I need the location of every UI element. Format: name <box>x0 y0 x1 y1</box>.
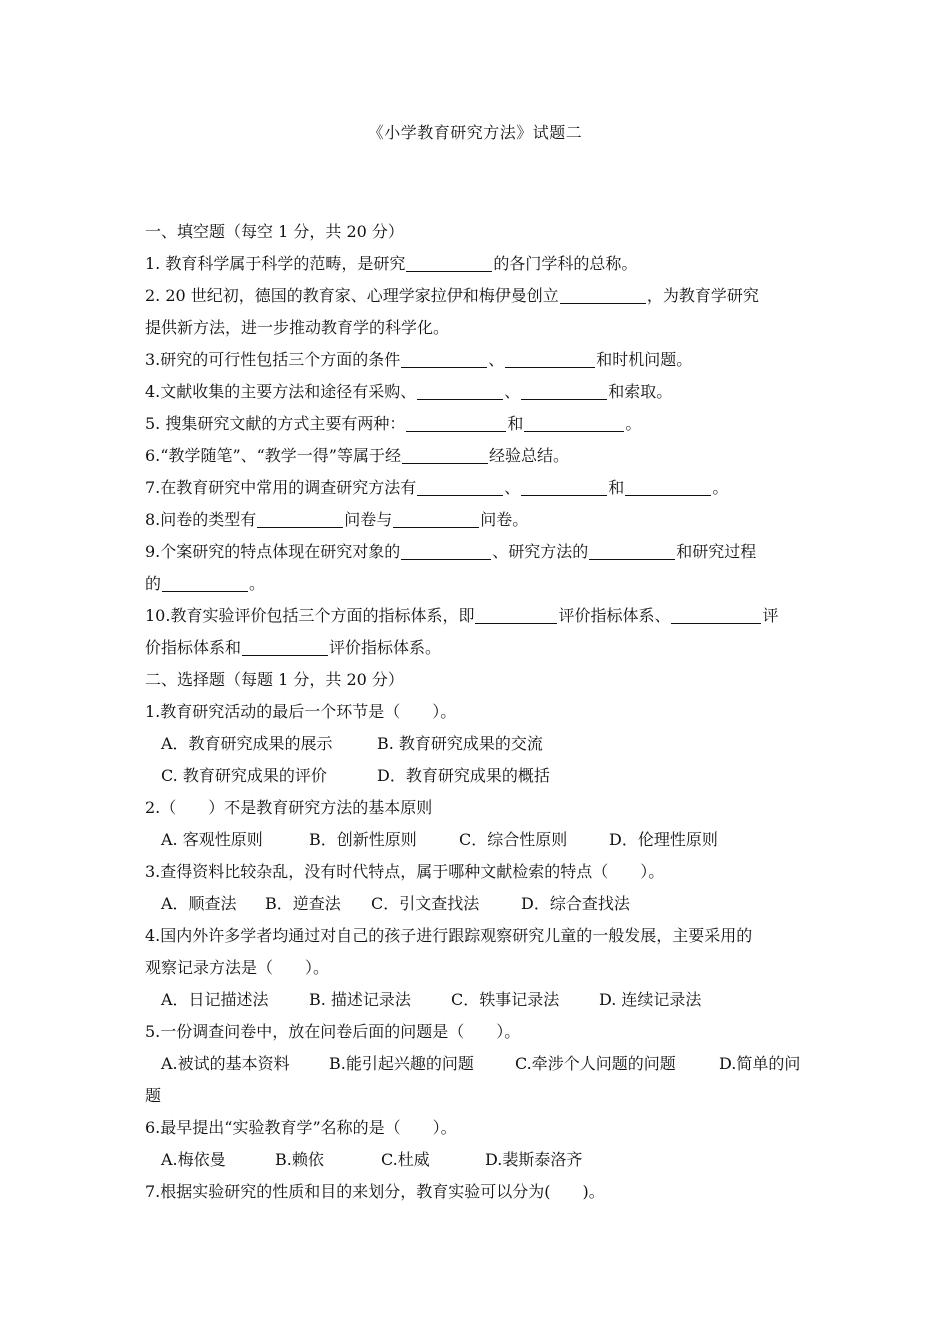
answer-blank[interactable] <box>560 285 646 304</box>
exam-content <box>145 216 810 1208</box>
option-a[interactable]: A.梅依曼 <box>161 1150 226 1169</box>
document-title: 《小学教育研究方法》试题二 <box>367 123 583 142</box>
answer-blank[interactable] <box>475 605 557 624</box>
answer-blank[interactable] <box>162 573 248 592</box>
option-b[interactable]: B. 描述记录法 <box>309 990 411 1009</box>
fill-question-4: 4.文献收集的主要方法和途径有采购、 、 和索取。 <box>145 382 673 401</box>
option-a[interactable]: A．日记描述法 <box>161 990 269 1009</box>
option-b[interactable]: B．逆查法 <box>265 894 341 913</box>
option-c[interactable]: C．综合性原则 <box>459 830 568 849</box>
answer-blank[interactable] <box>401 541 491 560</box>
option-a[interactable]: A．顺查法 <box>161 894 237 913</box>
option-d[interactable]: D．伦理性原则 <box>609 830 718 849</box>
option-a[interactable]: A．教育研究成果的展示 <box>161 734 333 753</box>
option-b[interactable]: B．创新性原则 <box>309 830 417 849</box>
choice-question-6: 6.最早提出“实验教育学”名称的是（ ）。 <box>145 1118 457 1137</box>
answer-blank[interactable] <box>402 445 488 464</box>
choice-question-2: 2.（ ）不是教育研究方法的基本原则 <box>145 798 433 817</box>
option-c[interactable]: C.杜威 <box>381 1150 430 1169</box>
fill-question-8: 8.问卷的类型有 问卷与 问卷。 <box>145 510 529 529</box>
option-d[interactable]: D. 连续记录法 <box>599 990 702 1009</box>
choice-question-3: 3.查得资料比较杂乱，没有时代特点，属于哪种文献检索的特点（ ）。 <box>145 862 665 881</box>
option-c[interactable]: C．轶事记录法 <box>451 990 560 1009</box>
option-b[interactable]: B.能引起兴趣的问题 <box>329 1054 474 1073</box>
answer-blank[interactable] <box>257 509 343 528</box>
fill-question-6: 6.“教学随笔”、“教学一得”等属于经 经验总结。 <box>145 446 570 465</box>
section1-heading: 一、填空题（每空 1 分，共 20 分） <box>145 222 404 241</box>
answer-blank[interactable] <box>417 477 503 496</box>
choice-options-row <box>145 1144 810 1176</box>
choice-question-4: 4.国内外许多学者均通过对自己的孩子进行跟踪观察研究儿童的一般发展，主要采用的 <box>145 926 753 945</box>
fill-question-9: 9.个案研究的特点体现在研究对象的 、研究方法的 和研究过程 <box>145 542 757 561</box>
choice-options-row <box>145 760 810 792</box>
option-c[interactable]: C.牵涉个人问题的问题 <box>515 1054 676 1073</box>
option-d[interactable]: D．教育研究成果的概括 <box>377 766 550 785</box>
option-d[interactable]: D．综合查找法 <box>521 894 630 913</box>
answer-blank[interactable] <box>524 413 624 432</box>
choice-options-row <box>145 728 810 760</box>
answer-blank[interactable] <box>521 477 607 496</box>
answer-blank[interactable] <box>625 477 711 496</box>
option-d[interactable]: D.简单的问 <box>719 1054 801 1073</box>
choice-options-row <box>145 888 810 920</box>
answer-blank[interactable] <box>406 413 506 432</box>
answer-blank[interactable] <box>393 509 479 528</box>
option-c[interactable]: C．引文查找法 <box>371 894 480 913</box>
option-a[interactable]: A. 客观性原则 <box>161 830 263 849</box>
answer-blank[interactable] <box>589 541 675 560</box>
choice-question-5: 5.一份调查问卷中，放在问卷后面的问题是（ ）。 <box>145 1022 521 1041</box>
choice-options-row <box>145 824 810 856</box>
choice-options-row <box>145 984 810 1016</box>
fill-question-10: 10.教育实验评价包括三个方面的指标体系，即 评价指标体系、 评 <box>145 606 779 625</box>
answer-blank[interactable] <box>406 253 492 272</box>
fill-question-5: 5. 搜集研究文献的方式主要有两种： 和 。 <box>145 414 642 433</box>
fill-question-2-cont: 提供新方法，进一步推动教育学的科学化。 <box>145 318 450 337</box>
fill-question-3: 3.研究的可行性包括三个方面的条件 、 和时机问题。 <box>145 350 693 369</box>
answer-blank[interactable] <box>671 605 761 624</box>
choice-question-4-cont: 观察记录方法是（ ）。 <box>145 958 330 977</box>
choice-question-1: 1.教育研究活动的最后一个环节是（ ）。 <box>145 702 457 721</box>
option-b[interactable]: B.赖依 <box>275 1150 324 1169</box>
option-a[interactable]: A.被试的基本资料 <box>161 1054 290 1073</box>
answer-blank[interactable] <box>417 381 503 400</box>
option-b[interactable]: B. 教育研究成果的交流 <box>377 734 543 753</box>
answer-blank[interactable] <box>401 349 487 368</box>
choice-question-7: 7.根据实验研究的性质和目的来划分，教育实验可以分为( )。 <box>145 1182 605 1201</box>
fill-question-1: 1. 教育科学属于科学的范畴，是研究 的各门学科的总称。 <box>145 254 638 273</box>
section2-heading: 二、选择题（每题 1 分，共 20 分） <box>145 670 404 689</box>
option-d[interactable]: D.裴斯泰洛齐 <box>485 1150 583 1169</box>
choice-option-d-cont: 题 <box>145 1086 162 1105</box>
answer-blank[interactable] <box>242 637 328 656</box>
fill-question-2: 2. 20 世纪初，德国的教育家、心理学家拉伊和梅伊曼创立 ，为教育学研究 <box>145 286 759 305</box>
option-c[interactable]: C. 教育研究成果的评价 <box>161 766 327 785</box>
answer-blank[interactable] <box>505 349 595 368</box>
answer-blank[interactable] <box>521 381 607 400</box>
fill-question-10-cont: 价指标体系和 评价指标体系。 <box>145 638 442 657</box>
fill-question-7: 7.在教育研究中常用的调查研究方法有 、 和 。 <box>145 478 729 497</box>
fill-question-9-cont: 的 。 <box>145 574 266 593</box>
choice-options-row <box>145 1048 810 1080</box>
